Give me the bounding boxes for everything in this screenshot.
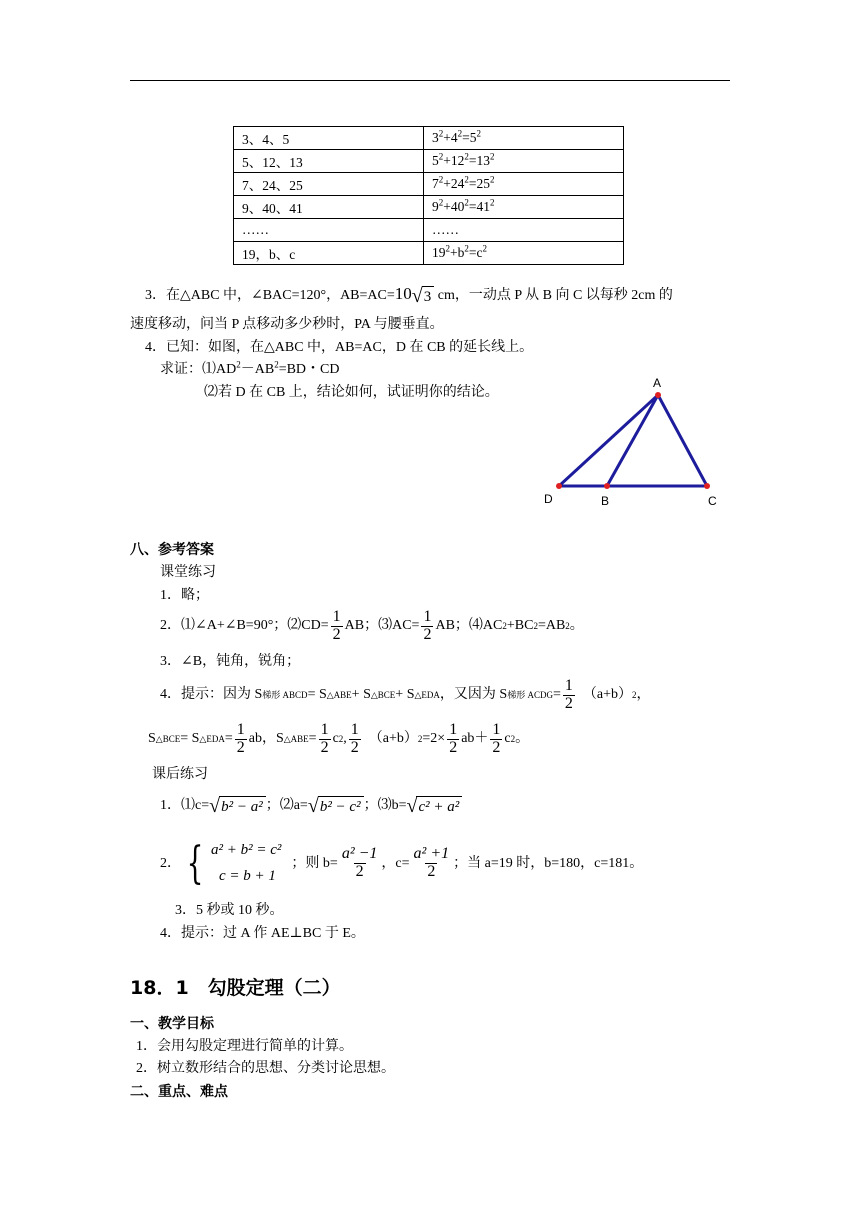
fraction: $\frac{\text{a² +1}}{2}$ (413, 845, 450, 880)
table-row (234, 242, 624, 265)
key-heading: 二、重点、难点 (130, 1084, 228, 1100)
table-row (234, 150, 624, 173)
segment-DA (559, 395, 658, 486)
triple-cell: 5、12、13 (234, 150, 424, 173)
segment-BA (607, 395, 658, 486)
segment-AC (658, 395, 707, 486)
equation-cell: $5^2+12^2=13^2$ (424, 150, 624, 173)
label-B: B (601, 494, 610, 508)
answer-2: 2．⑴∠A+∠B=90°；⑵CD= $\frac{1}{2}$ AB；⑶AC= $\frac{1}{2}$ AB；⑷AC 2 +BC 2 =AB 2 。 (160, 608, 584, 643)
triple-cell: 3、4、5 (234, 127, 424, 150)
answer-1: 1．略； (160, 588, 209, 603)
left-brace: { (186, 837, 204, 889)
goal-2: 2．树立数形结合的思想、分类讨论思想。 (136, 1061, 395, 1076)
fraction: $\frac{1}{2}$ (332, 608, 341, 643)
equation-cell: $3^2+4^2=5^2$ (424, 127, 624, 150)
fraction: $\frac{1}{2}$ (320, 721, 329, 756)
table-row (234, 127, 624, 150)
answer-4-line2: S △BCE = S △EDA = $\frac{1}{2}$ ab，S △ABE = $\frac{1}{2}$ c 2 , $\frac{1}{2}$ （a+b） 2 =2× $\frac{1}{2}$ ab＋ $\frac{1}{2}$ c 2 。 (148, 721, 530, 756)
fraction: $\frac{\text{a² −1}}{2}$ (341, 845, 378, 880)
sqrt-expr: √ c² + a² (407, 796, 463, 816)
label-C: C (708, 494, 717, 508)
equation-cell: $19^2+b^2=c^2$ (424, 242, 624, 265)
table-row (234, 196, 624, 219)
label-A: A (653, 376, 662, 390)
fraction: $\frac{1}{2}$ (449, 721, 458, 756)
homework-answer-1: 1．⑴c= √ b² − a² ；⑵a= √ b² − c² ；⑶b= √ c² + a² (160, 796, 462, 816)
fraction: $\frac{1}{2}$ (236, 721, 245, 756)
triple-cell: 9、40、41 (234, 196, 424, 219)
equation-cell: $7^2+24^2=25^2$ (424, 173, 624, 196)
equation-cell: $9^2+40^2=41^2$ (424, 196, 624, 219)
header-rule (130, 80, 730, 81)
sqrt-expr: √ b² − c² (308, 796, 364, 816)
equation-system: a² + b² = c² c = b + 1 (211, 842, 282, 884)
classwork-heading: 课堂练习 (160, 565, 216, 580)
fraction: $\frac{1}{2}$ (492, 721, 501, 756)
problem-4-part2: ⑵若 D 在 CB 上，结论如何，试证明你的结论。 (204, 385, 499, 400)
triangle-figure (535, 372, 735, 512)
problem-4-line1: 4．已知：如图，在△ABC 中，AB=AC，D 在 CB 的延长线上。 (145, 340, 534, 355)
answers-heading: 八、参考答案 (130, 542, 214, 558)
point-A (655, 392, 661, 398)
sqrt-3: √ 3 (412, 286, 434, 306)
table-row (234, 173, 624, 196)
point-C (704, 483, 710, 489)
triple-cell: 7、24、25 (234, 173, 424, 196)
homework-answer-4: 4．提示：过 A 作 AE⊥BC 于 E。 (160, 926, 365, 941)
problem-3-line1: 3．在△ABC 中，∠BAC=120°，AB=AC=10 √ 3 cm，一动点 P 从 B 向 C 以每秒 2cm 的 (145, 284, 673, 307)
point-D (556, 483, 562, 489)
fraction: $\frac{1}{2}$ (564, 677, 573, 712)
triple-cell: …… (234, 219, 424, 242)
label-D: D (544, 492, 553, 506)
goal-1: 1．会用勾股定理进行简单的计算。 (136, 1039, 353, 1054)
fraction: $\frac{1}{2}$ (350, 721, 359, 756)
problem-4-prove: 求证：$⑴AD^2-AB^2=BD$・CD (160, 359, 340, 377)
pythagorean-triples-table (233, 126, 624, 265)
answer-3: 3．∠B，钝角，锐角； (160, 654, 301, 669)
equation-cell: …… (424, 219, 624, 242)
homework-answer-3: 3．5 秒或 10 秒。 (175, 903, 284, 918)
sqrt-expr: √ b² − a² (209, 796, 266, 816)
goal-heading: 一、教学目标 (130, 1016, 214, 1032)
fraction: $\frac{1}{2}$ (423, 608, 432, 643)
homework-answer-2: 2． { a² + b² = c² c = b + 1 ；则 b= $\frac{\text{a² −1}}{2}$ ，c= $\frac{\text{a² +1}}{2}$ ；当 a=19 时，b=180，c=181。 (160, 837, 644, 889)
triple-cell: 19，b、c (234, 242, 424, 265)
problem-3-line2: 速度移动，问当 P 点移动多少秒时，PA 与腰垂直。 (130, 317, 444, 332)
section-title: 18．1 勾股定理（二） (130, 977, 341, 999)
homework-heading: 课后练习 (152, 767, 208, 782)
answer-4-line1: 4．提示：因为 S 梯形 ABCD = S △ABE + S △BCE + S △EDA ，又因为 S 梯形 ACDG = $\frac{1}{2}$ （a+b） 2 ， (160, 677, 651, 712)
table-row (234, 219, 624, 242)
point-B (604, 483, 610, 489)
